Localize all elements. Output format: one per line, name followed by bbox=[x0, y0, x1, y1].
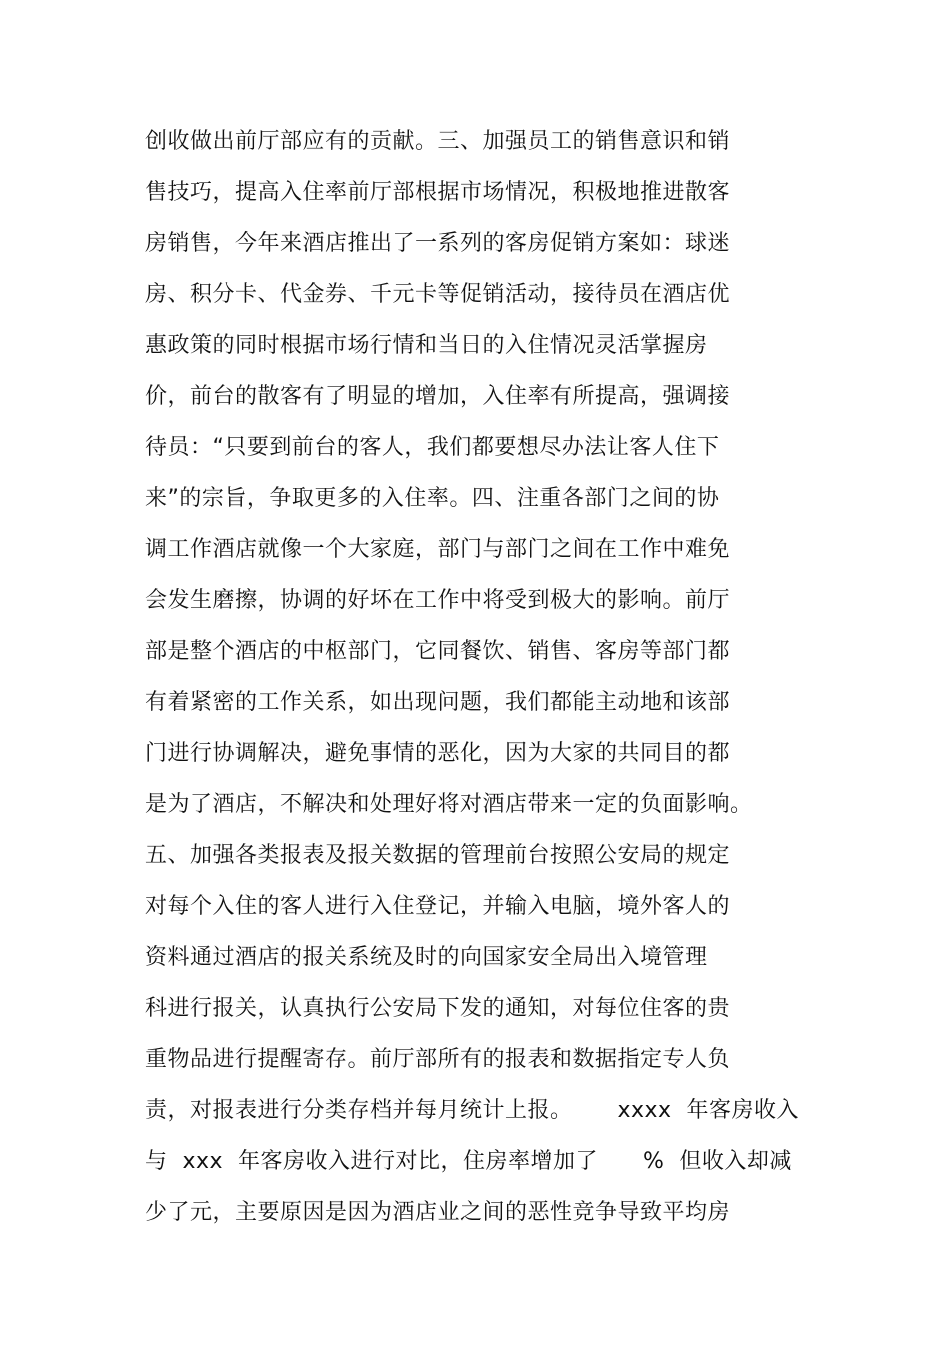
text-line: 是为了酒店，不解决和处理好将对酒店带来一定的负面影响。 bbox=[145, 792, 753, 817]
text-line: 责，对报表进行分类存档并每月统计上报。 xxxx 年客房收入 bbox=[145, 1098, 800, 1123]
text-line: 科进行报关，认真执行公安局下发的通知，对每位住客的贵 bbox=[145, 996, 731, 1021]
body-text bbox=[145, 120, 825, 1242]
text-line: 调工作酒店就像一个大家庭，部门与部门之间在工作中难免 bbox=[145, 537, 731, 562]
text-line: 售技巧，提高入住率前厅部根据市场情况，积极地推进散客 bbox=[145, 180, 731, 205]
text-line: 房、积分卡、代金券、千元卡等促销活动，接待员在酒店优 bbox=[145, 282, 731, 307]
text-line: 资料通过酒店的报关系统及时的向国家安全局出入境管理 bbox=[145, 945, 708, 970]
text-line: 创收做出前厅部应有的贡献。三、加强员工的销售意识和销 bbox=[145, 129, 731, 154]
text-line: 对每个入住的客人进行入住登记，并输入电脑，境外客人的 bbox=[145, 894, 731, 919]
text-line: 与 xxx 年客房收入进行对比，住房率增加了 % 但收入却减 bbox=[145, 1149, 792, 1174]
text-line: 部是整个酒店的中枢部门，它同餐饮、销售、客房等部门都 bbox=[145, 639, 731, 664]
text-line: 五、加强各类报表及报关数据的管理前台按照公安局的规定 bbox=[145, 843, 731, 868]
text-line: 待员：“只要到前台的客人，我们都要想尽办法让客人住下 bbox=[145, 435, 720, 460]
text-line: 会发生磨擦，协调的好坏在工作中将受到极大的影响。前厅 bbox=[145, 588, 731, 613]
text-line: 有着紧密的工作关系，如出现问题，我们都能主动地和该部 bbox=[145, 690, 731, 715]
text-line: 惠政策的同时根据市场行情和当日的入住情况灵活掌握房 bbox=[145, 333, 708, 358]
text-line: 少了元，主要原因是因为酒店业之间的恶性竞争导致平均房 bbox=[145, 1200, 731, 1225]
text-line: 门进行协调解决，避免事情的恶化，因为大家的共同目的都 bbox=[145, 741, 731, 766]
text-line: 重物品进行提醒寄存。前厅部所有的报表和数据指定专人负 bbox=[145, 1047, 731, 1072]
text-line: 价，前台的散客有了明显的增加，入住率有所提高，强调接 bbox=[145, 384, 731, 409]
text-line: 房销售，今年来酒店推出了一系列的客房促销方案如：球迷 bbox=[145, 231, 731, 256]
text-line: 来”的宗旨，争取更多的入住率。四、注重各部门之间的协 bbox=[145, 486, 720, 511]
